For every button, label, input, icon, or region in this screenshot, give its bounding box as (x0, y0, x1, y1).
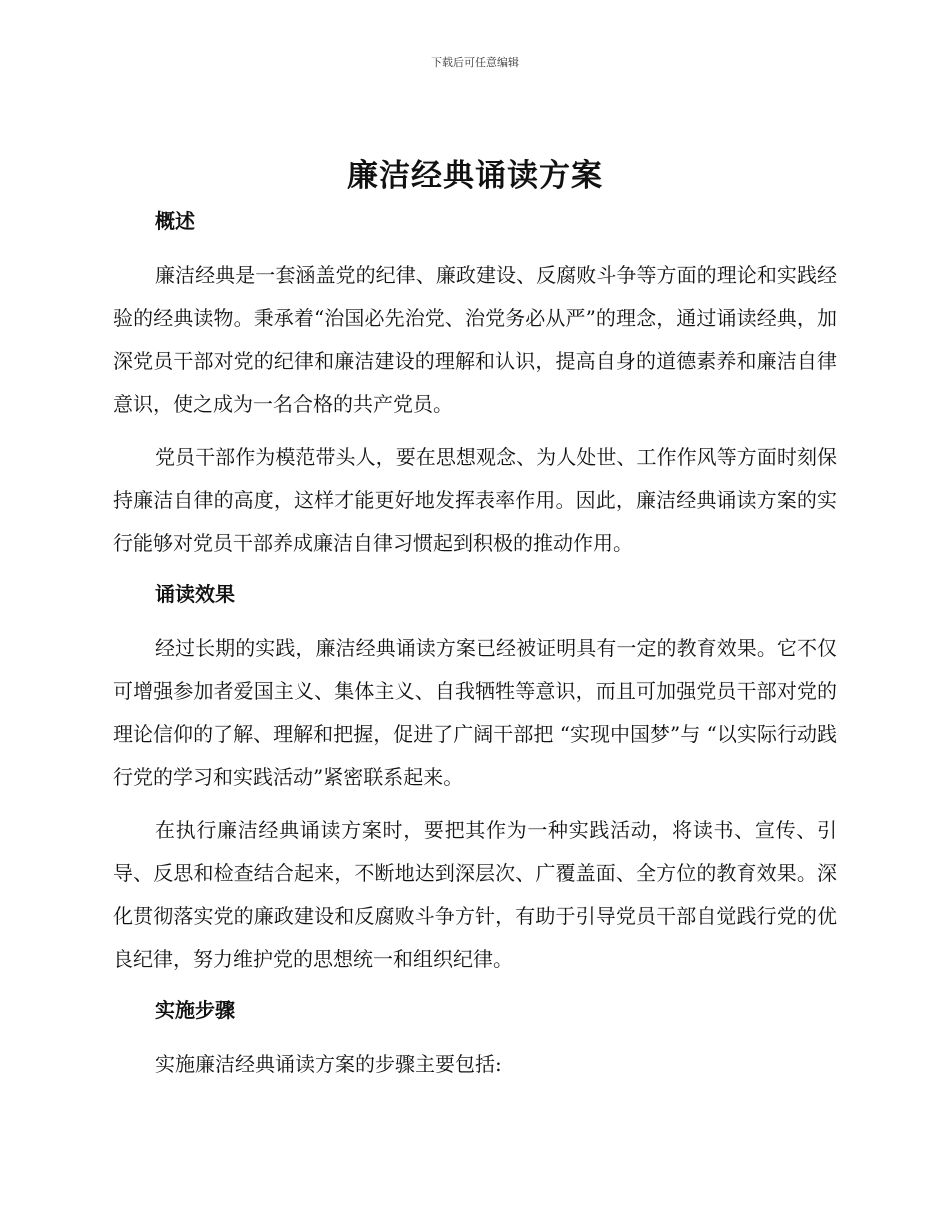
document-body (113, 202, 837, 1086)
paragraph: 经过长期的实践，廉洁经典诵读方案已经被证明具有一定的教育效果。它不仅可增强参加者爱国主义、集体主义、自我牺牲等意识，而且可加强党员干部对党的理论信仰的了解、理解和把握，促进了广阔干部把 “实现中国梦”与 “以实际行动践行党的学习和实践活动”紧密联系起来。 (113, 636, 837, 789)
paragraph: 廉洁经典是一套涵盖党的纪律、廉政建设、反腐败斗争等方面的理论和实践经验的经典读物。秉承着“治国必先治党、治党务必从严”的理念，通过诵读经典，加深党员干部对党的纪律和廉洁建设的理解和认识，提高自身的道德素养和廉洁自律意识，使之成为一名合格的共产党员。 (113, 263, 837, 416)
document-title: 廉洁经典诵读方案 (347, 158, 603, 194)
section-heading: 实施步骤 (155, 998, 235, 1022)
section-effect (113, 575, 837, 981)
section-heading: 诵读效果 (155, 582, 235, 606)
section-steps (113, 991, 837, 1086)
header-note: 下载后可任意编辑 (431, 56, 519, 69)
section-heading: 概述 (155, 209, 195, 233)
paragraph: 党员干部作为模范带头人，要在思想观念、为人处世、工作作风等方面时刻保持廉洁自律的高度，这样才能更好地发挥表率作用。因此，廉洁经典诵读方案的实行能够对党员干部养成廉洁自律习惯起到积极的推动作用。 (113, 445, 837, 555)
section-overview (113, 202, 837, 565)
paragraph: 在执行廉洁经典诵读方案时，要把其作为一种实践活动，将读书、宣传、引导、反思和检查结合起来，不断地达到深层次、广覆盖面、全方位的教育效果。深化贯彻落实党的廉政建设和反腐败斗争方针，有助于引导党员干部自觉践行党的优良纪律，努力维护党的思想统一和组织纪律。 (113, 818, 837, 971)
paragraph: 实施廉洁经典诵读方案的步骤主要包括: (155, 1052, 502, 1076)
